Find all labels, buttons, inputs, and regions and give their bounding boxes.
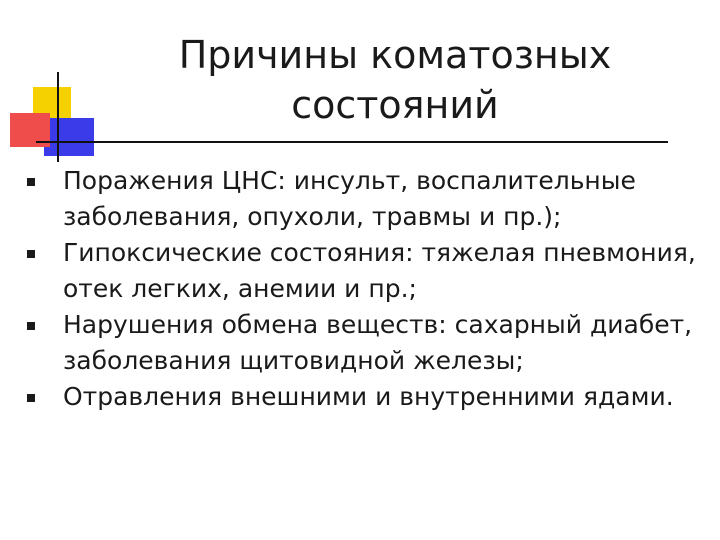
title-line-2: состояний <box>291 83 499 127</box>
bullet-list <box>22 163 712 415</box>
bullet-item <box>22 379 712 415</box>
bullet-item <box>22 163 712 235</box>
bullet-item <box>22 307 712 379</box>
square-bullet-icon <box>27 178 35 186</box>
slide-title <box>150 30 640 130</box>
square-bullet-icon <box>27 250 35 258</box>
bullet-text: Гипоксические состояния: тяжелая пневмония, отек легких, анемии и пр.; <box>63 238 696 303</box>
bullet-text: Нарушения обмена веществ: сахарный диабет, заболевания щитовидной железы; <box>63 310 693 375</box>
bullet-text: Отравления внешними и внутренними ядами. <box>63 382 674 411</box>
bullet-text: Поражения ЦНС: инсульт, воспалительные заболевания, опухоли, травмы и пр.); <box>63 166 636 231</box>
decor-blue-square <box>44 118 94 156</box>
square-bullet-icon <box>27 322 35 330</box>
title-line-1: Причины коматозных <box>178 33 612 77</box>
decor-vertical-line <box>57 72 59 162</box>
bullet-item <box>22 235 712 307</box>
square-bullet-icon <box>27 394 35 402</box>
title-underline <box>36 141 668 143</box>
